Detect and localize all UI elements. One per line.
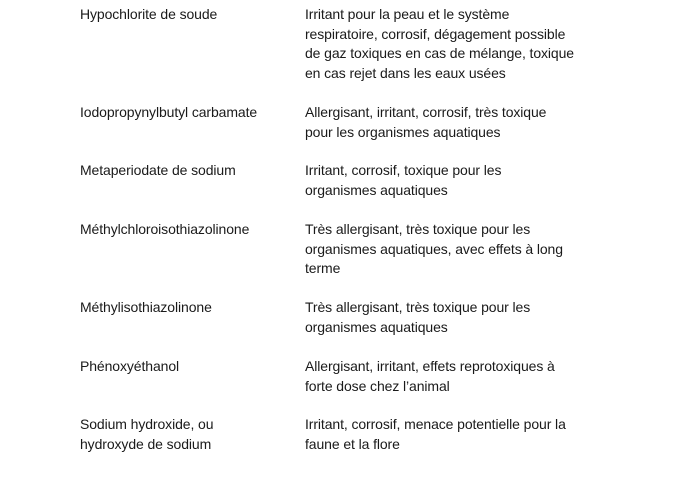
substance-risks: Irritant, corrosif, menace potentielle pour la faune et la flore — [305, 416, 566, 452]
substance-risks: Très allergisant, très toxique pour les organismes aquatiques — [305, 299, 531, 335]
substance-risks: Allergisant, irritant, corrosif, très toxique pour les organismes aquatiques — [305, 104, 547, 140]
substance-risks: Irritant pour la peau et le système respiratoire, corrosif, dégagement possible de gaz toxiques en cas de mélange, toxique en cas rejet dans les eaux usées — [305, 6, 574, 81]
substance-risks: Très allergisant, très toxique pour les organismes aquatiques, avec effets à long terme — [305, 221, 563, 276]
substance-name: Méthylisothiazolinone — [80, 299, 212, 315]
substance-name: Hypochlorite de soude — [80, 6, 218, 22]
substance-name: Iodopropynylbutyl carbamate — [80, 104, 258, 120]
substance-name: Phénoxyéthanol — [80, 358, 180, 374]
substance-risks: Irritant, corrosif, toxique pour les organismes aquatiques — [305, 162, 502, 198]
substance-name: Sodium hydroxide, ou hydroxyde de sodium — [80, 416, 214, 452]
substance-name: Méthylchloroisothiazolinone — [80, 221, 250, 237]
substance-name: Metaperiodate de sodium — [80, 162, 236, 178]
substance-risks: Allergisant, irritant, effets reprotoxiques à forte dose chez l’animal — [305, 358, 555, 394]
